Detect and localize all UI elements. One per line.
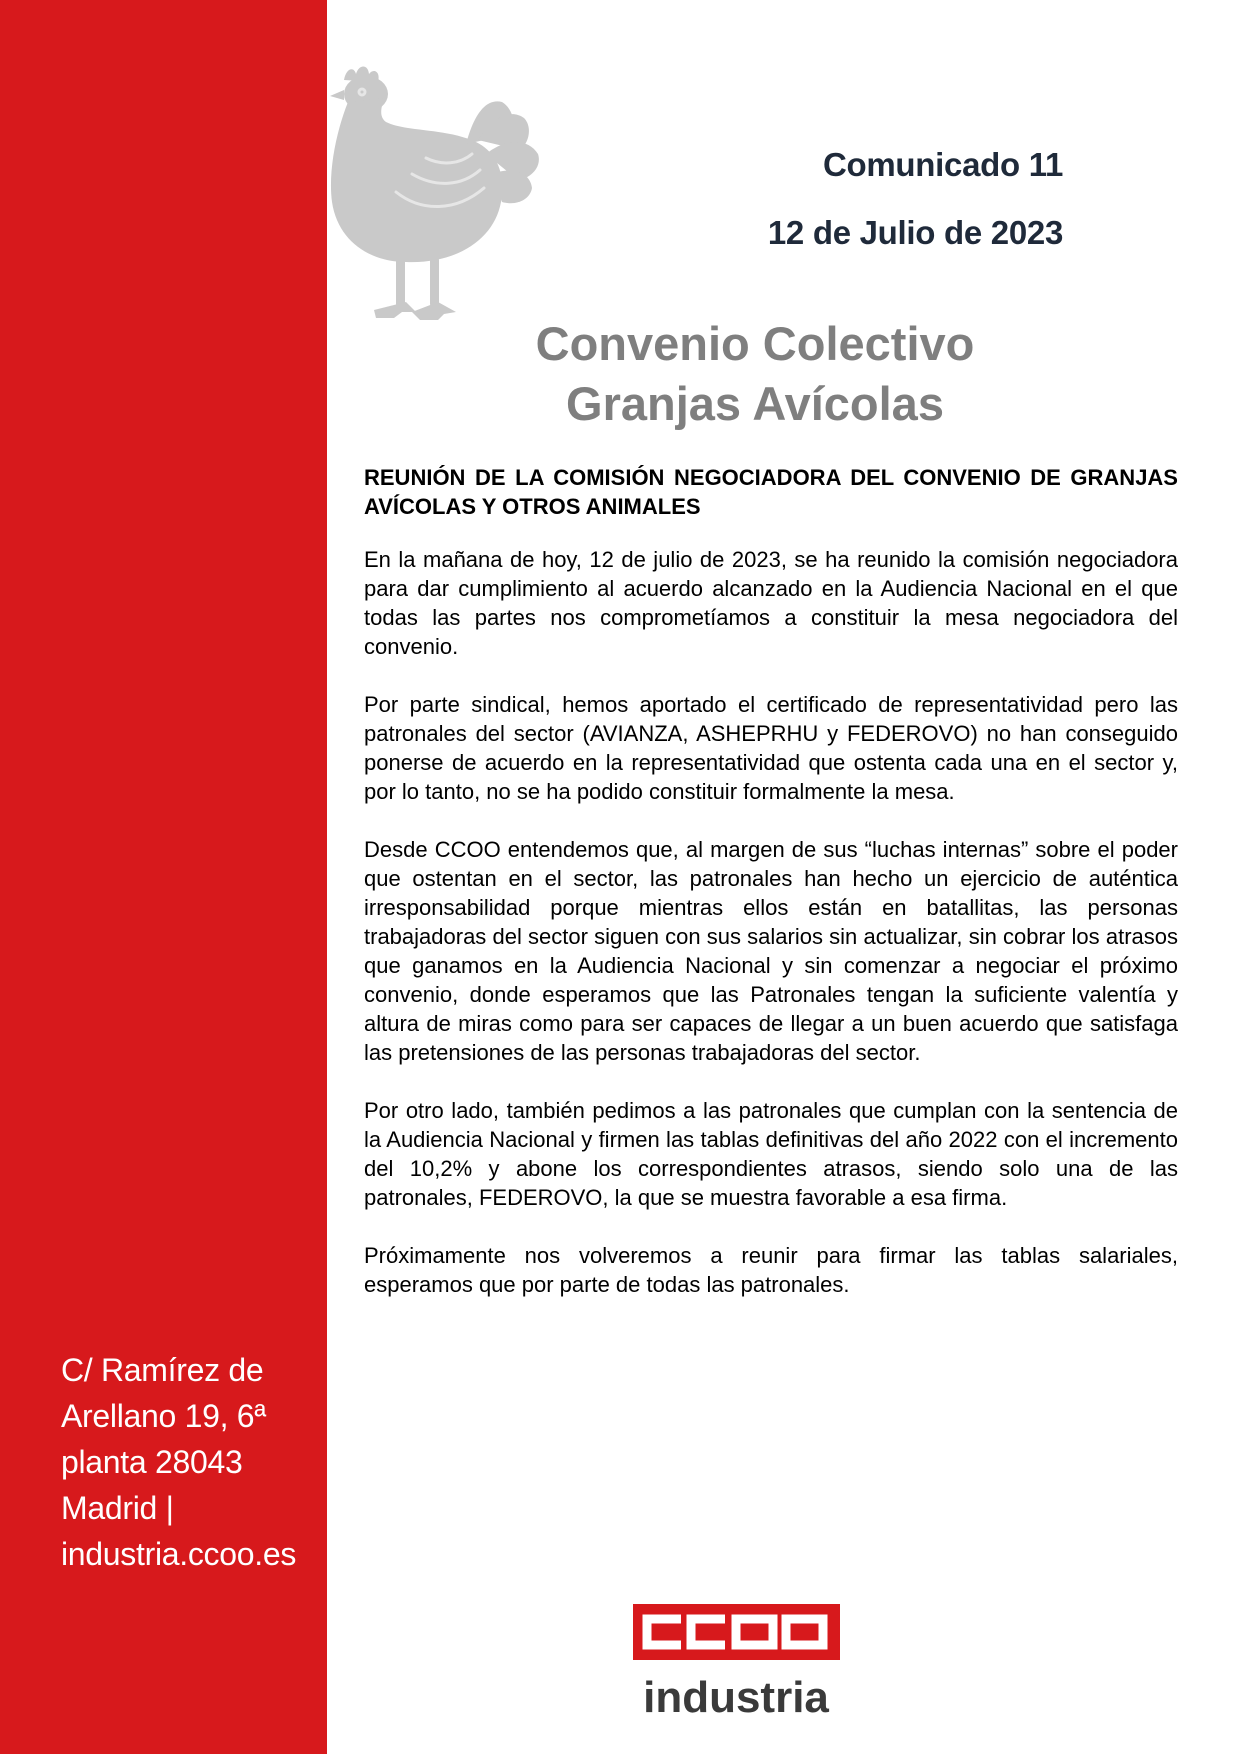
hen-icon xyxy=(326,62,554,326)
body-content xyxy=(364,463,1178,1328)
address-text: C/ Ramírez de Arellano 19, 6ª planta 28043 Madrid | industria.ccoo.es xyxy=(61,1352,297,1572)
logo-bottom-text: industria xyxy=(643,1673,829,1719)
ccoo-industria-logo xyxy=(633,1604,840,1719)
paragraph: Próximamente nos volveremos a reunir para firmar las tablas salariales, esperamos que por parte de todas las patronales. xyxy=(364,1243,1178,1297)
subject-heading: REUNIÓN DE LA COMISIÓN NEGOCIADORA DEL CONVENIO DE GRANJAS AVÍCOLAS Y OTROS ANIMALES xyxy=(364,465,1178,519)
title-line-2: Granjas Avícolas xyxy=(566,377,944,430)
paragraph: Por otro lado, también pedimos a las patronales que cumplan con la sentencia de la Audiencia Nacional y firmen las tablas definitivas del año 2022 con el incremento del 10,2% y abone los correspondientes atrasos, siendo solo una de las patronales, FEDEROVO, la que se muestra favorable a esa firma. xyxy=(364,1098,1178,1210)
paragraph: En la mañana de hoy, 12 de julio de 2023, se ha reunido la comisión negociadora para dar cumplimiento al acuerdo alcanzado en la Audiencia Nacional en el que todas las partes nos comprometíamos a constituir la mesa negociadora del convenio. xyxy=(364,547,1178,659)
paragraph: Desde CCOO entendemos que, al margen de sus “luchas internas” sobre el poder que ostentan en el sector, las patronales han hecho un ejercicio de auténtica irresponsabilidad porque mientras ellos están en batallitas, las personas trabajadoras del sector siguen con sus salarios sin actualizar, sin cobrar los atrasos que ganamos en la Audiencia Nacional y sin comenzar a negociar el próximo convenio, donde esperamos que las Patronales tengan la suficiente valentía y altura de miras como para ser capaces de llegar a un buen acuerdo que satisfaga las pretensiones de las personas trabajadoras del sector. xyxy=(364,837,1178,1065)
paragraph: Por parte sindical, hemos aportado el certificado de representatividad pero las patronales del sector (AVIANZA, ASHEPRHU y FEDEROVO) no han conseguido ponerse de acuerdo en la representatividad que ostenta cada una en el sector y, por lo tanto, no se ha podido constituir formalmente la mesa. xyxy=(364,692,1178,804)
sidebar xyxy=(0,0,327,1754)
title-line-1: Convenio Colectivo xyxy=(535,317,975,370)
communique-date: 12 de Julio de 2023 xyxy=(767,214,1063,251)
document-title xyxy=(440,314,1070,434)
communique-number: Comunicado 11 xyxy=(823,146,1063,183)
